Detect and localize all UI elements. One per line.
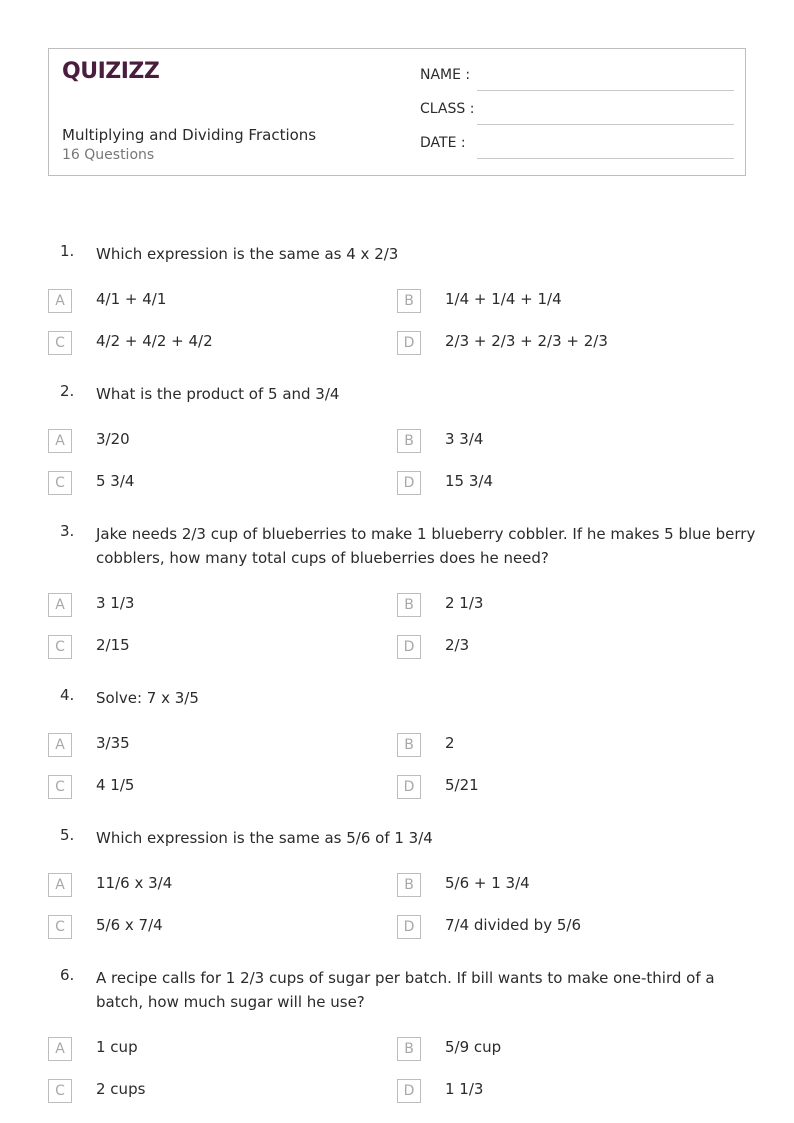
option-text: 2 [445,734,455,752]
option-letter-box: D [397,775,421,799]
question-count: 16 Questions [62,147,155,163]
option-letter-box: D [397,471,421,495]
date-line [477,158,734,159]
worksheet-title: Multiplying and Dividing Fractions [62,126,317,144]
option-letter-box: A [48,593,72,617]
option-letter-box: B [397,733,421,757]
worksheet-header [48,48,746,176]
option-text: 5/6 + 1 3/4 [445,874,530,892]
question-number: 1. [60,242,75,260]
option-letter-box: B [397,873,421,897]
question-text: Solve: 7 x 3/5 [96,689,199,707]
option-letter-box: D [397,1079,421,1103]
option-letter-box: B [397,289,421,313]
question-number: 4. [60,686,75,704]
option-text: 2/15 [96,636,130,654]
date-label: DATE : [420,135,466,151]
option-letter-box: A [48,873,72,897]
question-text: Which expression is the same as 4 x 2/3 [96,245,399,263]
option-letter-box: D [397,915,421,939]
class-field [420,101,734,125]
option-text: 1/4 + 1/4 + 1/4 [445,290,562,308]
option-text: 2/3 [445,636,470,654]
option-text: 2 cups [96,1080,146,1098]
option-text: 4/2 + 4/2 + 4/2 [96,332,213,350]
option-text: 3/20 [96,430,130,448]
quizizz-logo: QUIZIZZ [62,59,160,84]
option-text: 5/9 cup [445,1038,502,1056]
option-text: 4 1/5 [96,776,135,794]
name-line [477,90,734,91]
question-text: Which expression is the same as 5/6 of 1 3/4 [96,829,433,847]
option-text: 2 1/3 [445,594,484,612]
option-letter-box: C [48,471,72,495]
question-text: A recipe calls for 1 2/3 cups of sugar per batch. If bill wants to make one-third of a batch, how much sugar will he use? [96,969,715,1011]
option-text: 5 3/4 [96,472,135,490]
option-letter-box: C [48,331,72,355]
option-letter-box: B [397,429,421,453]
question-number: 3. [60,522,75,540]
option-text: 4/1 + 4/1 [96,290,167,308]
question-text: Jake needs 2/3 cup of blueberries to make 1 blueberry cobbler. If he makes 5 blue berry cobblers, how many total cups of blueberries does he need? [96,525,756,567]
date-field [420,135,734,159]
option-letter-box: A [48,733,72,757]
option-letter-box: C [48,1079,72,1103]
option-text: 1 cup [96,1038,138,1056]
option-letter-box: B [397,1037,421,1061]
option-letter-box: C [48,635,72,659]
option-text: 15 3/4 [445,472,493,490]
option-text: 5/6 x 7/4 [96,916,163,934]
option-letter-box: C [48,915,72,939]
class-label: CLASS : [420,101,475,117]
option-text: 7/4 divided by 5/6 [445,916,581,934]
option-letter-box: D [397,635,421,659]
question-text: What is the product of 5 and 3/4 [96,385,340,403]
option-text: 3 1/3 [96,594,135,612]
question-number: 6. [60,966,75,984]
option-text: 2/3 + 2/3 + 2/3 + 2/3 [445,332,608,350]
option-letter-box: A [48,429,72,453]
option-letter-box: C [48,775,72,799]
name-label: NAME : [420,67,471,83]
option-text: 3 3/4 [445,430,484,448]
class-line [477,124,734,125]
option-letter-box: A [48,289,72,313]
option-letter-box: A [48,1037,72,1061]
option-text: 1 1/3 [445,1080,484,1098]
question-number: 2. [60,382,75,400]
option-letter-box: D [397,331,421,355]
option-text: 3/35 [96,734,130,752]
question-number: 5. [60,826,75,844]
option-text: 11/6 x 3/4 [96,874,173,892]
option-text: 5/21 [445,776,479,794]
name-field [420,67,734,91]
option-letter-box: B [397,593,421,617]
